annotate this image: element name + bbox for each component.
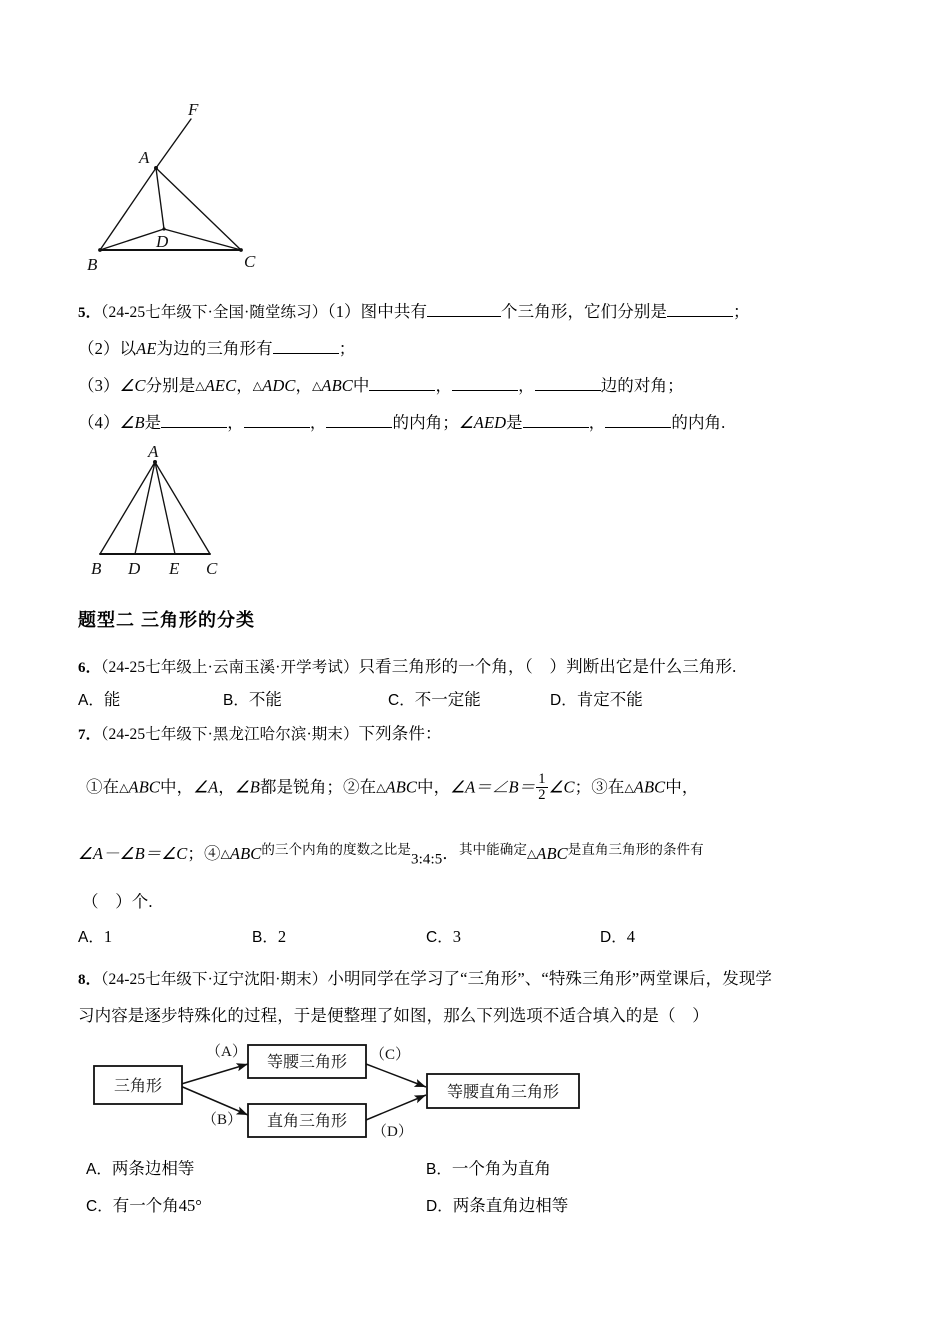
segment-ae	[155, 462, 175, 554]
q5-part4-angle-aed: ∠AED	[458, 413, 507, 432]
q8-option-a-letter: A．	[86, 1161, 112, 1178]
q5-part4-e: 的内角；	[392, 413, 459, 432]
q7-cond2-t: ABC	[385, 777, 417, 797]
q7-option-a-letter: A．	[78, 929, 104, 946]
q8-option-d-letter: D．	[426, 1198, 453, 1215]
q5-part4-g: ，	[588, 413, 606, 432]
fig1-label-b: B	[87, 255, 98, 274]
segment-ad	[156, 168, 164, 229]
q7-tail-t: ABC	[536, 844, 568, 864]
q6-option-a-letter: A．	[78, 692, 104, 709]
fraction-one-half	[536, 772, 547, 803]
q5-part3-t1: AEC	[204, 376, 237, 395]
flow-edge-label-c: （C）	[370, 1047, 411, 1063]
q7-number: 7．	[78, 727, 101, 743]
q5-part4-h: 的内角.	[671, 413, 726, 432]
q7-cond2-a: ②在	[342, 777, 377, 797]
question-7-conditions-line-2	[78, 840, 704, 871]
q5-part3-c: ，	[236, 376, 253, 395]
q7-cond1-a: ①在	[86, 777, 120, 797]
q5-number: 5．	[78, 305, 101, 321]
q7-body: 下列条件：	[358, 724, 442, 743]
q7-cond3-a: ③在	[591, 777, 625, 797]
q6-option-b[interactable]	[223, 686, 282, 710]
q8-option-b-text: 一个角为直角	[451, 1159, 551, 1178]
q6-number: 6．	[78, 660, 101, 676]
q5-source: （24-25七年级下·全国·随堂练习）	[100, 304, 328, 321]
q7-cond4-a: ④	[203, 844, 221, 864]
q5-part3-t3: ABC	[321, 376, 353, 395]
q5-part4-b: 是	[144, 413, 162, 432]
edge-isosceles-to-isoright	[366, 1064, 426, 1087]
segment-ab	[100, 462, 155, 554]
question-6-text	[78, 655, 736, 680]
q7-cond2-e: ；	[574, 777, 592, 797]
question-7-conditions-line-1	[86, 772, 698, 803]
q8-body-line-1: 小明同学在学习了“三角形”、“特殊三角形”两堂课后，发现学	[327, 969, 773, 988]
vertex-b-dot	[98, 248, 102, 252]
q5-part4-c: ，	[227, 413, 244, 432]
q5-part2-b: 为边的三角形有	[156, 339, 273, 358]
q5-part3-angle: ∠C	[119, 376, 146, 395]
figure-triangle-abc-with-point-d	[78, 95, 378, 285]
q7-cond2-b: 中，	[417, 777, 451, 797]
q7-cond1-b: 中，	[160, 777, 194, 797]
fig2-label-b: B	[91, 559, 102, 578]
q7-cond1-d: ，	[218, 777, 235, 797]
segment-bd	[100, 229, 164, 250]
q5-part4-d: ，	[309, 413, 327, 432]
triangle-symbol-icon: △	[220, 846, 230, 861]
triangle-symbol-icon: △	[376, 780, 386, 795]
q5-part3-h: 边的对角；	[600, 376, 684, 395]
q5-part3-f: ，	[435, 376, 453, 395]
q5-part2-c: ；	[338, 339, 356, 358]
blank-field[interactable]	[427, 301, 501, 317]
q5-part1-c: ；	[733, 302, 750, 321]
q5-part4-angle-b: ∠B	[119, 413, 145, 432]
q7-tail-a: 其中能确定	[458, 842, 527, 857]
q8-body-line-2: 习内容是逐步特殊化的过程，于是便整理了如图，那么下列选项不适合填入的是（ ）	[78, 1006, 709, 1025]
q7-cond3-b: 中，	[665, 777, 699, 797]
q7-tail-c: （ ）个.	[82, 892, 153, 911]
q5-part2-ae: AE	[136, 339, 157, 358]
q7-cond4-t: ABC	[229, 844, 262, 864]
blank-field[interactable]	[535, 375, 601, 391]
fig1-label-d: D	[156, 232, 169, 251]
q5-part3-t2: ADC	[262, 376, 296, 395]
blank-field[interactable]	[369, 375, 435, 391]
section-heading-triangle-classification: 题型二 三角形的分类	[78, 610, 256, 630]
fig2-label-a: A	[148, 442, 159, 461]
flow-edge-label-a: （A）	[206, 1044, 247, 1060]
question-5-line-3	[78, 374, 684, 399]
blank-field[interactable]	[667, 301, 733, 317]
q7-option-d-letter: D．	[600, 929, 627, 946]
blank-field[interactable]	[452, 375, 518, 391]
q8-number: 8．	[78, 972, 101, 988]
blank-field[interactable]	[523, 412, 589, 428]
q5-part4-a: （4）	[78, 413, 120, 432]
segment-ad	[135, 462, 155, 554]
q7-cond3-t: ABC	[633, 777, 666, 797]
q7-source: （24-25七年级下·黑龙江哈尔滨·期末）	[100, 726, 359, 743]
blank-field[interactable]	[244, 412, 310, 428]
q7-cond4-c: ．	[442, 844, 459, 864]
q6-option-c[interactable]	[388, 686, 481, 710]
fig1-label-a: A	[139, 148, 150, 167]
q6-source: （24-25七年级上·云南玉溪·开学考试）	[100, 659, 359, 676]
flow-edge-label-d: （D）	[372, 1124, 413, 1140]
question-7-answer-prompt	[82, 890, 153, 915]
question-5-line-4	[78, 411, 725, 436]
flow-node-isosceles-right-triangle-label: 等腰直角三角形	[446, 1084, 560, 1101]
question-5-line-1	[78, 300, 750, 325]
q8-option-b[interactable]	[426, 1155, 551, 1179]
q6-option-d-text: 肯定不能	[576, 690, 643, 709]
q7-cond1-c: ∠A	[193, 777, 219, 797]
question-7-text	[78, 722, 442, 747]
q7-option-c[interactable]	[426, 925, 461, 947]
edge-triangle-to-right	[178, 1085, 248, 1115]
segment-ac	[155, 462, 210, 554]
q8-source: （24-25七年级下·辽宁沈阳·期末）	[100, 971, 328, 988]
triangle-symbol-icon: △	[195, 378, 205, 393]
q7-option-a[interactable]	[78, 925, 112, 947]
q7-tail-b: 是直角三角形的条件有	[567, 842, 704, 857]
blank-field[interactable]	[161, 412, 227, 428]
triangle-symbol-icon: △	[526, 846, 537, 861]
q6-body: 只看三角形的一个角，（ ）判断出它是什么三角形.	[358, 657, 737, 676]
q6-option-d-letter: D．	[550, 692, 577, 709]
triangle-symbol-icon: △	[624, 780, 634, 795]
vertex-d-dot	[162, 227, 165, 230]
q7-option-a-text: 1	[103, 927, 113, 946]
flowchart-triangle-specialization	[78, 1042, 608, 1147]
fraction-denominator: 2	[538, 786, 546, 803]
triangle-symbol-icon: △	[312, 378, 322, 393]
q8-option-c-letter: C．	[86, 1198, 113, 1215]
question-8-line-1	[78, 967, 772, 992]
q7-option-d-text: 4	[626, 927, 635, 946]
figure-triangle-abc-with-cevians	[78, 440, 338, 590]
q8-option-c[interactable]	[86, 1192, 202, 1216]
q7-cond4-ratio: 3:4:5	[410, 851, 443, 868]
q7-cond1-t: ABC	[128, 777, 161, 797]
q6-option-a-text: 能	[103, 690, 121, 709]
q6-option-c-text: 不一定能	[414, 690, 481, 709]
q6-option-b-text: 不能	[248, 690, 282, 709]
q7-option-c-text: 3	[452, 927, 461, 946]
q5-part1-b: 个三角形，它们分别是	[501, 302, 668, 321]
ray-bf	[100, 119, 191, 250]
q8-option-b-letter: B．	[426, 1161, 452, 1178]
q5-part3-a: （3）	[78, 376, 120, 395]
blank-field[interactable]	[605, 412, 671, 428]
fig1-label-f: F	[188, 100, 199, 119]
segment-ac	[156, 168, 241, 250]
q7-cond3-d: ；	[187, 844, 204, 864]
q5-part3-e: 中	[352, 376, 370, 395]
q5-part2-a: （2）以	[78, 339, 137, 358]
q5-part3-b: 分别是	[145, 376, 196, 395]
q7-cond1-f: 都是锐角；	[259, 777, 343, 797]
q7-cond3-c: ∠A－∠B＝∠C	[78, 844, 188, 864]
q7-cond2-c: ∠A＝∠B＝	[450, 777, 536, 797]
q5-part3-d: ，	[295, 376, 313, 395]
q7-cond2-d: ∠C	[548, 777, 575, 797]
vertex-c-dot	[239, 248, 243, 252]
fraction-numerator: 1	[538, 771, 546, 787]
q6-option-b-letter: B．	[223, 692, 249, 709]
q8-option-a-text: 两条边相等	[111, 1159, 195, 1178]
q8-option-c-text: 有一个角45°	[112, 1196, 202, 1215]
flow-node-triangle-label: 三角形	[113, 1078, 163, 1095]
q8-option-d-text: 两条直角边相等	[452, 1196, 569, 1215]
q7-cond4-b: 的三个内角的度数之比是	[261, 842, 411, 857]
q5-part3-g: ，	[518, 376, 535, 395]
vertex-a-dot	[154, 166, 158, 170]
blank-field[interactable]	[273, 338, 339, 354]
question-8-line-2	[78, 1004, 709, 1029]
q7-option-c-letter: C．	[426, 929, 453, 946]
fig2-label-d: D	[128, 559, 141, 578]
q8-option-a[interactable]	[86, 1155, 194, 1179]
q8-option-d[interactable]	[426, 1192, 568, 1216]
flow-node-right-triangle-label: 直角三角形	[266, 1113, 348, 1130]
q7-option-b-text: 2	[277, 927, 287, 946]
q7-option-b[interactable]	[252, 925, 286, 947]
q6-option-d[interactable]	[550, 686, 643, 710]
edge-triangle-to-isosceles	[178, 1064, 248, 1085]
fig2-label-c: C	[206, 559, 218, 578]
q7-option-b-letter: B．	[252, 929, 278, 946]
edge-right-to-isoright	[366, 1095, 426, 1120]
q5-part1-a: （1）图中共有	[327, 302, 428, 321]
q6-option-c-letter: C．	[388, 692, 415, 709]
q5-part4-f: 是	[506, 413, 523, 432]
flow-node-isosceles-triangle-label: 等腰三角形	[266, 1054, 348, 1071]
blank-field[interactable]	[326, 412, 392, 428]
fig1-label-c: C	[244, 252, 256, 271]
q6-option-a[interactable]	[78, 686, 120, 710]
q7-option-d[interactable]	[600, 925, 635, 947]
triangle-symbol-icon: △	[119, 780, 129, 795]
triangle-symbol-icon: △	[252, 378, 263, 393]
question-5-line-2	[78, 337, 355, 362]
fig2-label-e: E	[169, 559, 180, 578]
flow-edge-label-b: （B）	[202, 1112, 243, 1128]
q7-cond1-e: ∠B	[234, 777, 260, 797]
